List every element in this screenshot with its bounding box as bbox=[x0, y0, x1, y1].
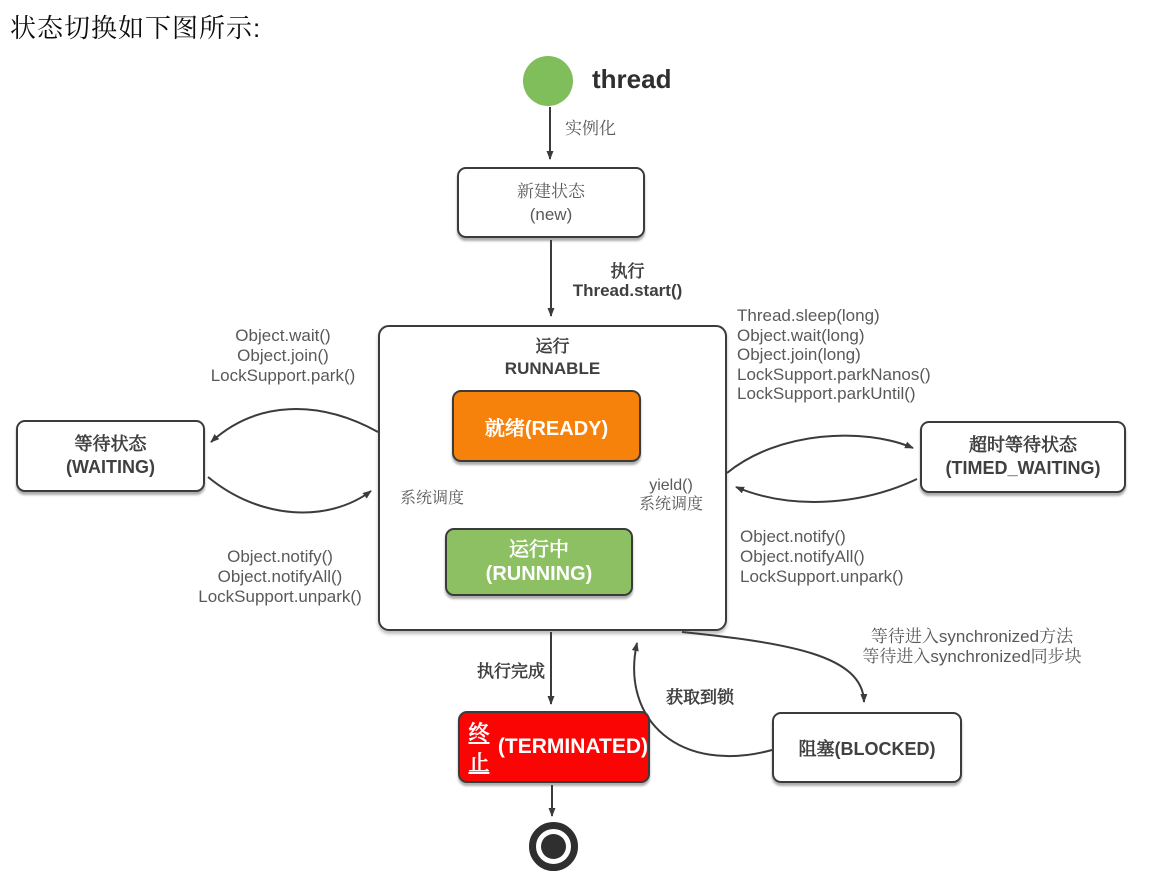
node-terminated-label-en: (TERMINATED) bbox=[497, 735, 648, 758]
node-ready bbox=[452, 390, 641, 462]
node-terminated-label-cn: 终止 bbox=[468, 722, 490, 775]
edge-thread-start-line2: Thread.start() bbox=[572, 281, 683, 300]
edge-runnable-to-waiting-arrow bbox=[211, 409, 378, 442]
method-object-join-long: Object.join(long) bbox=[737, 345, 861, 364]
start-state-icon bbox=[523, 56, 573, 106]
method-thread-sleep-long: Thread.sleep(long) bbox=[737, 306, 880, 325]
edge-exec-done-label: 执行完成 bbox=[477, 662, 545, 681]
edge-to-blocked-line1: 等待进入synchronized方法 bbox=[870, 627, 1074, 646]
node-timed-waiting bbox=[920, 421, 1126, 493]
edge-instantiate-label: 实例化 bbox=[565, 119, 616, 138]
method-object-notifyall: Object.notifyAll() bbox=[217, 567, 343, 586]
method-locksupport-park: LockSupport.park() bbox=[210, 366, 356, 385]
edge-schedule-label: 系统调度 bbox=[400, 490, 465, 507]
edge-yield-line1: yield() bbox=[649, 477, 693, 494]
method-locksupport-parknanos: LockSupport.parkNanos() bbox=[737, 364, 931, 384]
method-object-notify-right: Object.notify() bbox=[740, 527, 846, 546]
edge-yield-line2: 系统调度 bbox=[638, 496, 703, 513]
method-locksupport-unpark-right: LockSupport.unpark() bbox=[740, 567, 904, 586]
edge-thread-start-label bbox=[540, 262, 715, 300]
page-title: 状态切换如下图所示: bbox=[10, 13, 262, 43]
method-locksupport-parkuntil: LockSupport.parkUntil() bbox=[737, 384, 916, 403]
node-blocked-label: 阻塞(BLOCKED) bbox=[798, 738, 936, 759]
node-runnable-label-en: RUNNABLE bbox=[504, 359, 601, 378]
node-running-label-en: (RUNNING) bbox=[485, 563, 593, 585]
edge-timed-to-runnable-arrow bbox=[736, 479, 917, 502]
edge-to-timed-methods bbox=[737, 306, 931, 404]
node-timed-waiting-label-en: (TIMED_WAITING) bbox=[945, 458, 1101, 478]
node-new bbox=[457, 167, 645, 238]
node-timed-waiting-label-cn: 超时等待状态 bbox=[969, 435, 1077, 455]
method-object-wait: Object.wait() bbox=[235, 326, 331, 345]
edge-to-blocked-label bbox=[853, 627, 1091, 667]
edge-to-blocked-line2: 等待进入synchronized同步块 bbox=[862, 647, 1082, 666]
node-runnable-label-cn: 运行 bbox=[535, 337, 570, 356]
node-new-label-en: (new) bbox=[529, 204, 573, 224]
method-locksupport-unpark: LockSupport.unpark() bbox=[198, 587, 362, 606]
node-blocked bbox=[772, 712, 962, 783]
final-state-icon bbox=[529, 822, 578, 871]
edge-runnable-to-timed-arrow bbox=[727, 436, 913, 473]
node-waiting-label-en: (WAITING) bbox=[66, 457, 155, 477]
node-ready-label: 就绪(READY) bbox=[484, 417, 609, 440]
edge-from-waiting-methods bbox=[190, 547, 370, 607]
method-object-join: Object.join() bbox=[237, 346, 329, 365]
node-runnable-title bbox=[505, 336, 600, 380]
edge-yield-label bbox=[630, 476, 712, 514]
method-object-notifyall-right: Object.notifyAll() bbox=[740, 547, 865, 566]
edge-waiting-to-runnable-arrow bbox=[208, 477, 371, 512]
edge-from-timed-methods bbox=[740, 527, 903, 587]
node-waiting bbox=[16, 420, 205, 492]
node-terminated bbox=[458, 711, 650, 783]
node-waiting-label-cn: 等待状态 bbox=[74, 434, 147, 454]
edge-acquire-lock-label: 获取到锁 bbox=[666, 688, 734, 707]
edge-thread-start-line1: 执行 bbox=[610, 262, 645, 281]
node-running bbox=[445, 528, 633, 596]
method-object-notify: Object.notify() bbox=[227, 547, 333, 566]
node-new-label-cn: 新建状态 bbox=[517, 181, 585, 201]
final-state-dot bbox=[541, 834, 566, 859]
edge-to-waiting-methods bbox=[198, 326, 368, 386]
node-running-label-cn: 运行中 bbox=[509, 539, 569, 561]
start-state-label: thread bbox=[592, 64, 672, 94]
method-object-wait-long: Object.wait(long) bbox=[737, 325, 865, 345]
